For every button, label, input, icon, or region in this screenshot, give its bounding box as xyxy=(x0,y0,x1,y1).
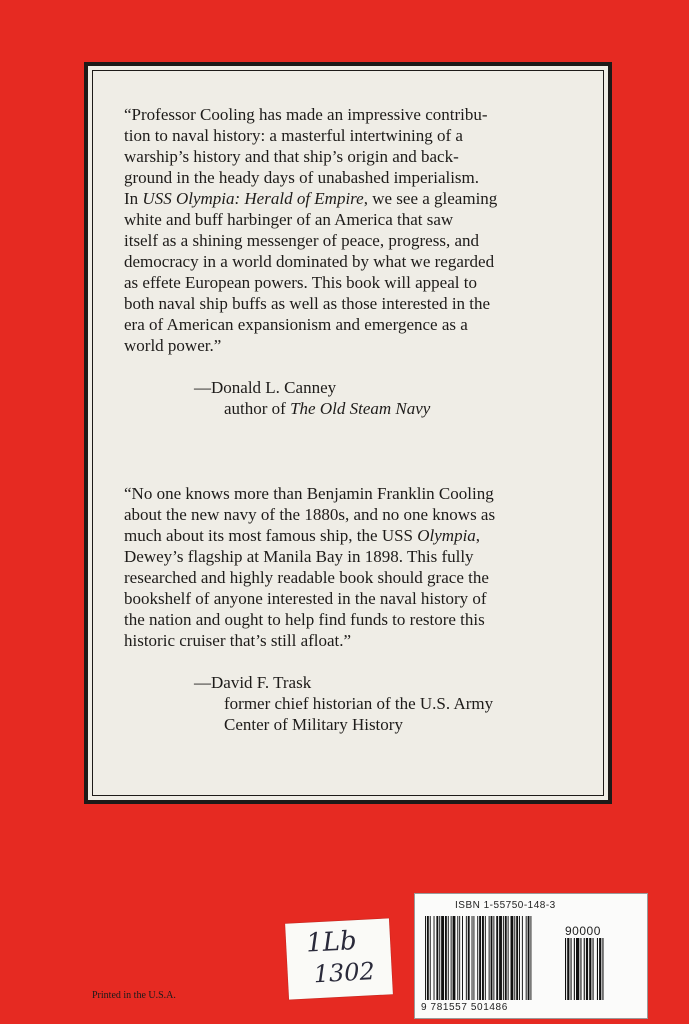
quote-line: as effete European powers. This book will appeal to xyxy=(124,273,477,292)
sticker-text: 1Lb xyxy=(305,926,358,959)
author-credit: former chief historian of the U.S. Army xyxy=(224,694,494,713)
author-credit: author of The Old Steam Navy xyxy=(224,399,431,418)
quote-line: both naval ship buffs as well as those interested in the xyxy=(124,294,491,313)
quote-line: tion to naval history: a masterful intertwining of a xyxy=(124,126,463,145)
author-credit: Center of Military History xyxy=(224,715,403,734)
quote-canney xyxy=(124,104,574,356)
attribution-trask xyxy=(194,672,493,735)
attribution-canney xyxy=(194,377,430,419)
ean-number: 9 781557 501486 xyxy=(421,1002,508,1013)
sticker-text: 1302 xyxy=(313,957,376,989)
price-sticker xyxy=(285,918,393,999)
quote-line: “No one knows more than Benjamin Franklin Cooling xyxy=(124,484,494,503)
quote-line: the nation and ought to help find funds to restore this xyxy=(124,610,485,629)
price-code: 90000 xyxy=(565,924,601,938)
quote-line: “Professor Cooling has made an impressive contribu- xyxy=(124,105,488,124)
quote-line: In USS Olympia: Herald of Empire, we see a gleaming xyxy=(124,189,498,208)
quote-line: much about its most famous ship, the USS Olympia, xyxy=(124,526,481,545)
author-name: —Donald L. Canney xyxy=(194,378,337,397)
quote-line: historic cruiser that’s still afloat.” xyxy=(124,631,352,650)
quote-line: democracy in a world dominated by what we regarded xyxy=(124,252,495,271)
quote-line: era of American expansionism and emergence as a xyxy=(124,315,468,334)
isbn-label: ISBN 1-55750-148-3 xyxy=(455,900,556,911)
quote-line: world power.” xyxy=(124,336,222,355)
quote-line: Dewey’s flagship at Manila Bay in 1898. This fully xyxy=(124,547,474,566)
ship-name: Olympia xyxy=(417,526,476,545)
barcode-icon xyxy=(423,916,633,1000)
quote-line: about the new navy of the 1880s, and no one knows as xyxy=(124,505,496,524)
quote-line: researched and highly readable book should grace the xyxy=(124,568,489,587)
quote-line: white and buff harbinger of an America that saw xyxy=(124,210,454,229)
quote-trask xyxy=(124,483,574,651)
quote-line: warship’s history and that ship’s origin and back- xyxy=(124,147,459,166)
book-title: USS Olympia: Herald of Empire xyxy=(142,189,364,208)
book-title: The Old Steam Navy xyxy=(290,399,431,418)
author-name: —David F. Trask xyxy=(194,673,312,692)
barcode-box xyxy=(414,893,648,1019)
printed-in-label: Printed in the U.S.A. xyxy=(92,990,176,1001)
quote-line: ground in the heady days of unabashed imperialism. xyxy=(124,168,480,187)
quote-line: bookshelf of anyone interested in the naval history of xyxy=(124,589,487,608)
quote-line: itself as a shining messenger of peace, progress, and xyxy=(124,231,479,250)
